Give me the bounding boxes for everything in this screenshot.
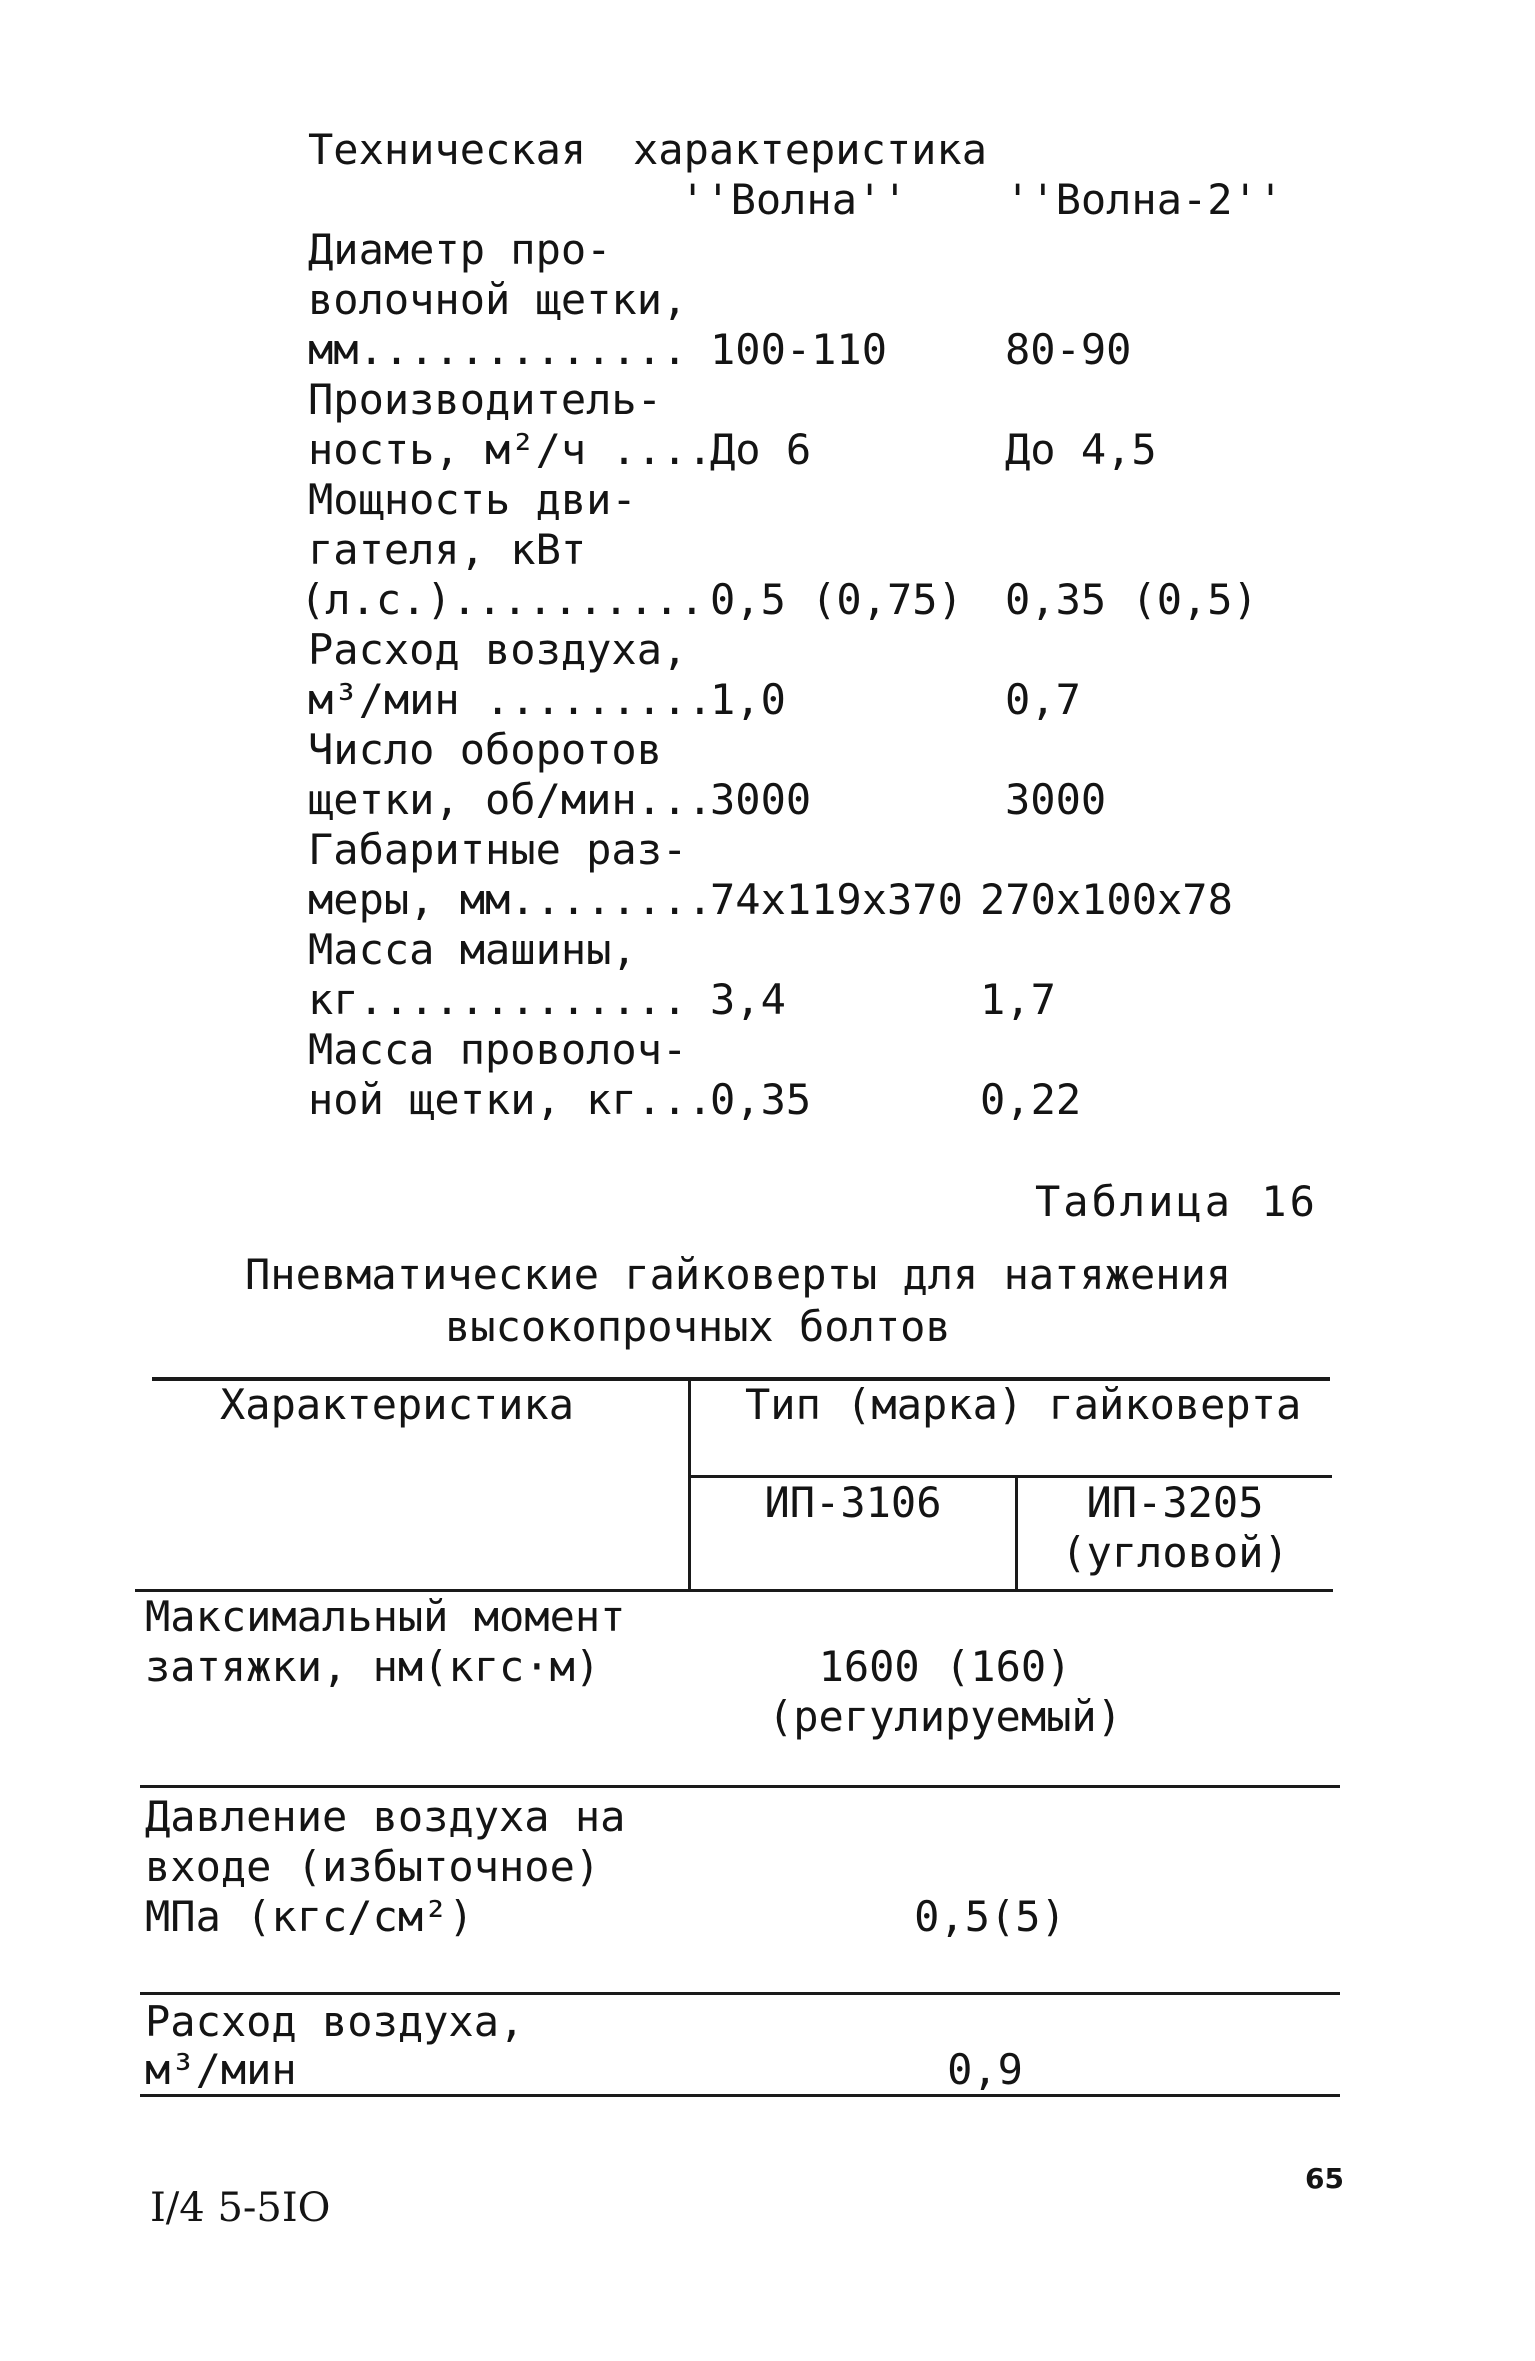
spec-leader: м³/мин ......... bbox=[308, 675, 713, 724]
spec-label-line: гателя, кВт bbox=[308, 525, 587, 574]
row-divider bbox=[140, 1785, 1340, 1788]
spec-leader: ность, м²/ч .... bbox=[308, 425, 713, 474]
header-type: Тип (марка) гайковерта bbox=[745, 1380, 1302, 1429]
page-number: 65 bbox=[1305, 2162, 1344, 2195]
spec-value-volna: До 6 bbox=[710, 425, 812, 474]
subheader-ip-3205: ИП-3205 bbox=[1086, 1478, 1264, 1527]
table-row-value: (регулируемый) bbox=[767, 1692, 1122, 1741]
spec-value-volna-2: 270x100x78 bbox=[980, 875, 1233, 924]
spec-leader: (л.с.).......... bbox=[300, 575, 705, 624]
spec-value-volna: 1,0 bbox=[710, 675, 786, 724]
table-row-value: 0,5(5) bbox=[914, 1892, 1066, 1941]
spec-leader: мм............. bbox=[308, 325, 688, 374]
spec-value-volna: 0,5 (0,75) bbox=[710, 575, 963, 624]
spec-value-volna: 3000 bbox=[710, 775, 812, 824]
table-row-label-line: Давление воздуха на bbox=[145, 1792, 626, 1841]
spec-label-line: Производитель- bbox=[308, 375, 663, 424]
table-row-label-line: МПа (кгс/см²) bbox=[145, 1892, 474, 1941]
spec-leader: ной щетки, кг... bbox=[308, 1075, 713, 1124]
spec-label-line: Масса проволоч- bbox=[308, 1025, 688, 1074]
spec-label-line: Габаритные раз- bbox=[308, 825, 688, 874]
spec-value-volna-2: 0,22 bbox=[980, 1075, 1082, 1124]
table-row-value: 1600 (160) bbox=[818, 1642, 1072, 1691]
table-row-label-line: затяжки, нм(кгс·м) bbox=[145, 1642, 601, 1691]
subheader-ip-3106: ИП-3106 bbox=[764, 1478, 942, 1527]
spec-value-volna: 0,35 bbox=[710, 1075, 812, 1124]
table-row-label-line: м³/мин bbox=[145, 2045, 297, 2094]
table-caption-line-2: высокопрочных болтов bbox=[445, 1302, 951, 1351]
spec-leader: меры, мм........ bbox=[308, 875, 713, 924]
footer-document-code: I/4 5-5IO bbox=[150, 2185, 331, 2231]
spec-value-volna: 100-110 bbox=[710, 325, 888, 374]
spec-value-volna-2: 0,7 bbox=[1005, 675, 1081, 724]
spec-value-volna-2: 1,7 bbox=[980, 975, 1056, 1024]
spec-label-line: Число оборотов bbox=[308, 725, 663, 774]
spec-value-volna-2: 3000 bbox=[1005, 775, 1107, 824]
table-row-label-line: Максимальный момент bbox=[145, 1592, 626, 1641]
table-bottom-rule bbox=[140, 2094, 1340, 2097]
spec-leader: щетки, об/мин... bbox=[308, 775, 713, 824]
spec-label-line: Диаметр про- bbox=[308, 225, 612, 274]
spec-value-volna-2: До 4,5 bbox=[1005, 425, 1157, 474]
subheader-ip-3205-note: (угловой) bbox=[1061, 1528, 1289, 1577]
header-column-divider bbox=[688, 1378, 691, 1590]
spec-value-volna: 3,4 bbox=[710, 975, 786, 1024]
row-divider bbox=[140, 1992, 1340, 1995]
table-row-label-line: входе (избыточное) bbox=[145, 1842, 601, 1891]
spec-label-line: Мощность дви- bbox=[308, 475, 637, 524]
spec-label-line: Расход воздуха, bbox=[308, 625, 688, 674]
table-row-label-line: Расход воздуха, bbox=[145, 1997, 525, 2046]
spec-column-header-volna: ''Волна'' bbox=[680, 175, 908, 224]
spec-title-right: характеристика bbox=[633, 125, 988, 174]
spec-label-line: волочной щетки, bbox=[308, 275, 688, 324]
table-number: Таблица 16 bbox=[1035, 1177, 1318, 1226]
spec-title-left: Техническая bbox=[308, 125, 587, 174]
spec-value-volna-2: 0,35 (0,5) bbox=[1005, 575, 1258, 624]
spec-column-header-volna-2: ''Волна-2'' bbox=[1005, 175, 1284, 224]
header-characteristic: Характеристика bbox=[220, 1380, 575, 1429]
spec-label-line: Масса машины, bbox=[308, 925, 637, 974]
table-caption-line-1: Пневматические гайковерты для натяжения bbox=[245, 1250, 1232, 1299]
table-row-value: 0,9 bbox=[947, 2045, 1023, 2094]
spec-value-volna-2: 80-90 bbox=[1005, 325, 1132, 374]
spec-leader: кг............. bbox=[308, 975, 688, 1024]
spec-value-volna: 74x119x370 bbox=[710, 875, 963, 924]
